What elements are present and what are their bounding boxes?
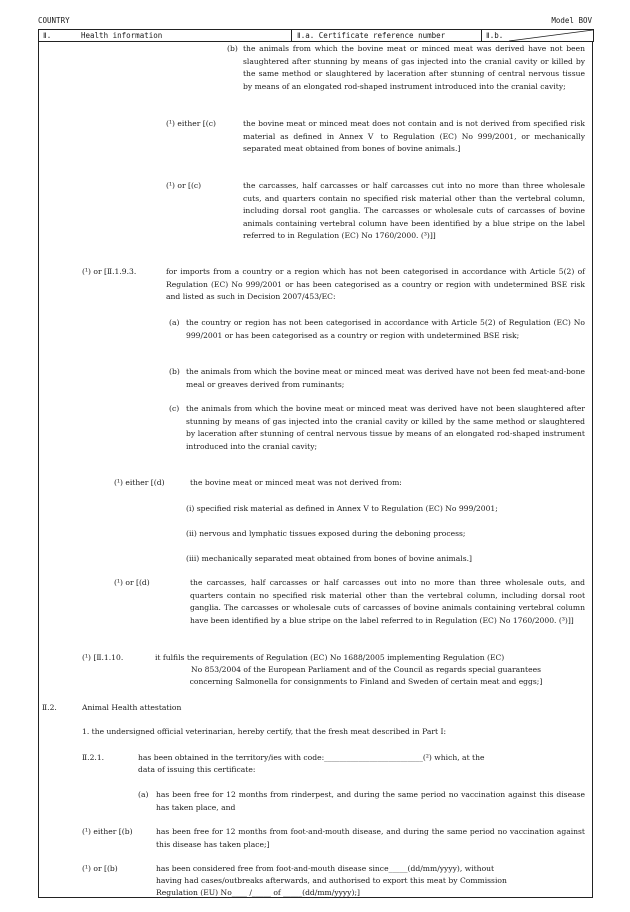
item-label: (a): [138, 790, 149, 799]
header-divider: [481, 30, 482, 41]
paragraph-d-either: the bovine meat or minced meat was not derived from:: [190, 478, 402, 487]
item-label: (¹) or [Ⅱ.1.9.3.: [82, 267, 137, 276]
cert-reference-label: Ⅱ.a. Certificate reference number: [297, 31, 446, 40]
item-label: (¹) [Ⅱ.1.10.: [82, 653, 124, 662]
paragraph-a-country: the country or region has not been categorised in accordance with Article 5(2) of Regulation (EC) No 999/2001 or has been categorised as a country or region with undetermined BSE risk;: [186, 318, 585, 340]
list-item-i: (ⅰ) specified risk material as defined in Annex Ⅴ to Regulation (EC) No 999/2001;: [186, 504, 498, 513]
frame-left: [38, 41, 39, 897]
paragraph-a-rinderpest: has been free for 12 months from rinderpest, and during the same period no vaccination against this disease has taken place, and: [156, 790, 585, 812]
section-number: Ⅱ.: [43, 31, 52, 40]
item-label: (¹) either [(c): [166, 119, 216, 128]
paragraph-c-stunning: the animals from which the bovine meat or minced meat was derived have not been slaughtered after stunning by means of gas injected into the cranial cavity or killed by the same method or slaughtered by laceration after stunning of central nervous tissue by means of an elongated rod-shaped instrument introduced into the cranial cavity;: [186, 404, 585, 451]
paragraph-b-fmd-or-line1: has been considered free from foot-and-mouth disease since_____(dd/mm/yyyy), without: [156, 864, 495, 873]
model-label: Model BOV: [551, 16, 592, 25]
paragraph-b-fmd-either: has been free for 12 months from foot-and-mouth disease, and during the same period no vaccination against this disease has taken place;]: [156, 827, 585, 849]
paragraph-ii-1-10-line2: No 853/2004 of the European Parliament and of the Council as regards special guarantees: [191, 665, 541, 674]
paragraph-b-fmd-or-line2: having had cases/outbreaks afterwards, and authorised to export this meat by Commission: [156, 876, 507, 885]
item-label: (¹) or [(b): [82, 864, 118, 873]
list-item-ii: (ⅱ) nervous and lymphatic tissues exposed during the deboning process;: [186, 529, 466, 538]
item-label: (c): [169, 404, 180, 413]
paragraph-b-feed: the animals from which the bovine meat or minced meat was derived have not been fed meat-and-bone meal or greaves derived from ruminants;: [186, 367, 585, 389]
header-divider: [291, 30, 292, 41]
item-label: (¹) either [(b): [82, 827, 133, 836]
item-label: (¹) or [(c): [166, 181, 202, 190]
paragraph-ii-1-10-line3: concerning Salmonella for consignments to Finland and Sweden of certain meat and eggs;]: [189, 677, 543, 686]
paragraph-c-or: the carcasses, half carcasses or half carcasses cut into no more than three wholesale cuts, and quarters contain no specified risk material other than the vertebral column, including dorsal root ganglia. The carcasses or wholesale cuts of carcasses of bovine animals containing vertebral column have been identified by a blue stripe on the label referred to in Regulation (EC) No 1760/2000. (³)]]: [243, 181, 585, 241]
paragraph-ii-2-1-line1: has been obtained in the territory/ies with code:__________________________(²) which, at the: [138, 753, 485, 762]
paragraph-ii-1-9-3: for imports from a country or a region which has not been categorised in accordance with Article 5(2) of Regulation (EC) No 999/2001 or has been categorised as a country or region with undetermined BSE risk and listed as such in Decision 2007/453/EC:: [166, 267, 585, 302]
country-label: COUNTRY: [38, 16, 70, 25]
frame-right: [592, 41, 593, 897]
item-label: (¹) either [(d): [114, 478, 165, 487]
item-label: (a): [169, 318, 180, 327]
item-label: (b): [227, 44, 238, 53]
health-info-heading: Health information: [81, 31, 163, 40]
section-number: Ⅱ.2.: [42, 703, 57, 712]
page-header: [38, 16, 592, 28]
certify-statement: 1. the undersigned official veterinarian, hereby certify, that the fresh meat described in Part Ⅰ:: [82, 727, 447, 736]
iib-label: Ⅱ.b.: [486, 31, 504, 40]
item-label: (¹) or [(d): [114, 578, 150, 587]
paragraph-d-or: the carcasses, half carcasses or half carcasses out into no more than three wholesale outs, and quarters contain no specified risk material other than the vertebral column, including dorsal root ganglia. The carcasses or wholesale cuts of carcasses of bovine animals containing vertebral column have been identified by a blue stripe on the label referred to in Regulation (EC) No 1760/2000. (³)]]: [190, 578, 585, 625]
item-label: Ⅱ.2.1.: [82, 753, 105, 762]
paragraph-ii-2-1-line2: data of issuing this certificate:: [138, 765, 256, 774]
list-item-iii: (ⅲ) mechanically separated meat obtained from bones of bovine animals.]: [186, 554, 472, 563]
item-label: (b): [169, 367, 180, 376]
paragraph-c-either: the bovine meat or minced meat does not contain and is not derived from specified risk material as defined in Annex Ⅴ to Regulation (EC) No 999/2001, or mechanically separated meat obtained from bones of bovine animals.]: [243, 119, 585, 154]
paragraph-b-stunning: the animals from which the bovine meat or minced meat was derived have not been slaughtered after stunning by means of gas injected into the cranial cavity or killed by the same method or slaughtered by laceration after stunning of central nervous tissue by means of an elongated rod-shaped instrument introduced into the cranial cavity;: [243, 44, 585, 91]
header-slash: [509, 30, 593, 41]
paragraph-b-fmd-or-line3: Regulation (EU) No____ /_____ of _____(dd/mm/yyyy);]: [156, 888, 360, 897]
section-title: Animal Health attestation: [82, 703, 182, 712]
header-row: [38, 29, 594, 42]
paragraph-ii-1-10-line1: it fulfils the requirements of Regulation (EC) No 1688/2005 implementing Regulation (EC): [155, 653, 505, 662]
